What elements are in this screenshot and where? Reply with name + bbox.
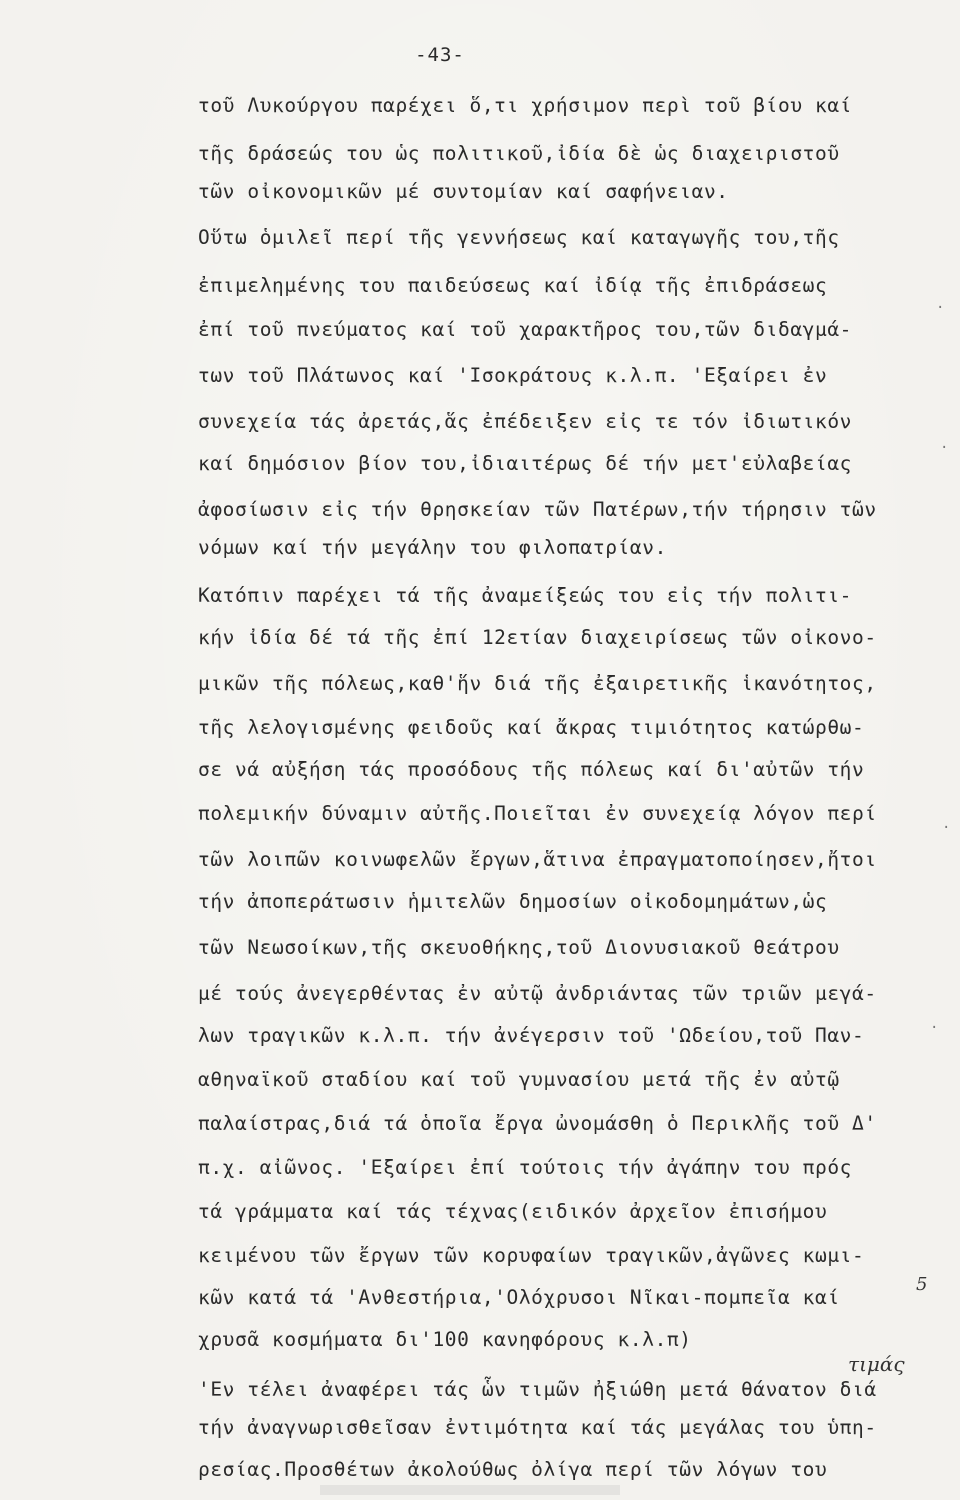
text-line: Κατόπιν παρέχει τά τῆς ἀναμείξεώς του εἰς τήν πολιτι- [198,584,853,607]
text-line: καί δημόσιον βίον του,ἰδιαιτέρως δέ τήν μετ'εὐλαβείας [198,452,853,475]
text-line: π.χ. αἰῶνος. 'Εξαίρει ἐπί τούτοις τήν ἀγάπην του πρός [198,1156,853,1179]
text-line: τῶν λοιπῶν κοινωφελῶν ἔργων,ἅτινα ἐπραγματοποίησεν,ἤτοι [198,848,877,871]
text-line: μικῶν τῆς πόλεως,καθ'ἥν διά τῆς ἐξαιρετικῆς ἱκανότητος, [198,672,877,695]
scan-smudge [320,1485,620,1495]
text-line: ἐπιμελημένης του παιδεύσεως καί ἰδίᾳ τῆς ἐπιδράσεως [198,274,828,297]
text-line: παλαίστρας,διά τά ὁποῖα ἔργα ὠνομάσθη ὁ Περικλῆς τοῦ Δ' [198,1112,877,1135]
text-line: τῶν οἰκονομικῶν μέ συντομίαν καί σαφήνειαν. [198,180,729,203]
text-line: σε νά αὐξήση τάς προσόδους τῆς πόλεως καί δι'αὐτῶν τήν [198,758,865,781]
text-line: συνεχεία τάς ἀρετάς,ἅς ἐπέδειξεν εἰς τε τόν ἰδιωτικόν [198,410,853,433]
text-line: τῆς δράσεώς του ὡς πολιτικοῦ,ἰδία δὲ ὡς διαχειριστοῦ [198,142,840,165]
handwritten-annotation: τιμάς [848,1352,905,1376]
speck-mark: · [942,820,951,836]
speck-mark: · [940,440,949,456]
text-line: τῶν Νεωσοίκων,τῆς σκευοθήκης,τοῦ Διονυσιακοῦ θεάτρου [198,936,840,959]
text-line: ἀφοσίωσιν εἰς τήν θρησκείαν τῶν Πατέρων,τήν τήρησιν τῶν [198,498,877,521]
text-line: 'Εν τέλει ἀναφέρει τάς ὧν τιμῶν ἠξιώθη μετά θάνατον διά [198,1378,877,1401]
text-line: τήν ἀναγνωρισθεῖσαν ἐντιμότητα καί τάς μεγάλας του ὑπη- [198,1416,877,1439]
text-line: ρεσίας.Προσθέτων ἀκολούθως ὀλίγα περί τῶν λόγων του [198,1458,828,1481]
text-line: μέ τούς ἀνεγερθέντας ἐν αὐτῷ ἀνδριάντας τῶν τριῶν μεγά- [198,982,877,1005]
page-number: -43- [415,44,465,66]
text-line: χρυσᾶ κοσμήματα δι'100 κανηφόρους κ.λ.π) [198,1328,692,1351]
margin-annotation: 5 [916,1274,928,1295]
text-line: τοῦ Λυκούργου παρέχει ὅ,τι χρήσιμον περὶ τοῦ βίου καί [198,94,853,117]
text-line: λων τραγικῶν κ.λ.π. τήν ἀνέγερσιν τοῦ 'Ωδείου,τοῦ Παν- [198,1024,865,1047]
text-line: τά γράμματα καί τάς τέχνας(ειδικόν ἀρχεῖον ἐπισήμου [198,1200,828,1223]
speck-mark: · [930,1020,939,1036]
text-line: πολεμικήν δύναμιν αὐτῆς.Ποιεῖται ἐν συνεχείᾳ λόγον περί [198,802,877,825]
text-line: νόμων καί τήν μεγάλην του φιλοπατρίαν. [198,536,667,559]
text-line: αθηναϊκοῦ σταδίου καί τοῦ γυμνασίου μετά τῆς ἐν αὐτῷ [198,1068,840,1091]
text-line: κήν ἰδία δέ τά τῆς ἐπί 12ετίαν διαχειρίσεως τῶν οἰκονο- [198,626,877,649]
text-line: τήν ἀποπεράτωσιν ἡμιτελῶν δημοσίων οἰκοδομημάτων,ὡς [198,890,828,913]
speck-mark: · [936,300,945,316]
text-line: τῆς λελογισμένης φειδοῦς καί ἄκρας τιμιότητος κατώρθω- [198,716,865,739]
text-line: Οὕτω ὁμιλεῖ περί τῆς γεννήσεως καί καταγωγῆς του,τῆς [198,226,840,249]
text-line: κῶν κατά τά 'Ανθεστήρια,'Ολόχρυσοι Νῖκαι-πομπεῖα καί [198,1286,840,1309]
text-line: των τοῦ Πλάτωνος καί 'Ισοκράτους κ.λ.π. 'Εξαίρει ἐν [198,364,828,387]
text-line: κειμένου τῶν ἔργων τῶν κορυφαίων τραγικῶν,ἀγῶνες κωμι- [198,1244,865,1267]
text-line: ἐπί τοῦ πνεύματος καί τοῦ χαρακτῆρος του,τῶν διδαγμά- [198,318,853,341]
